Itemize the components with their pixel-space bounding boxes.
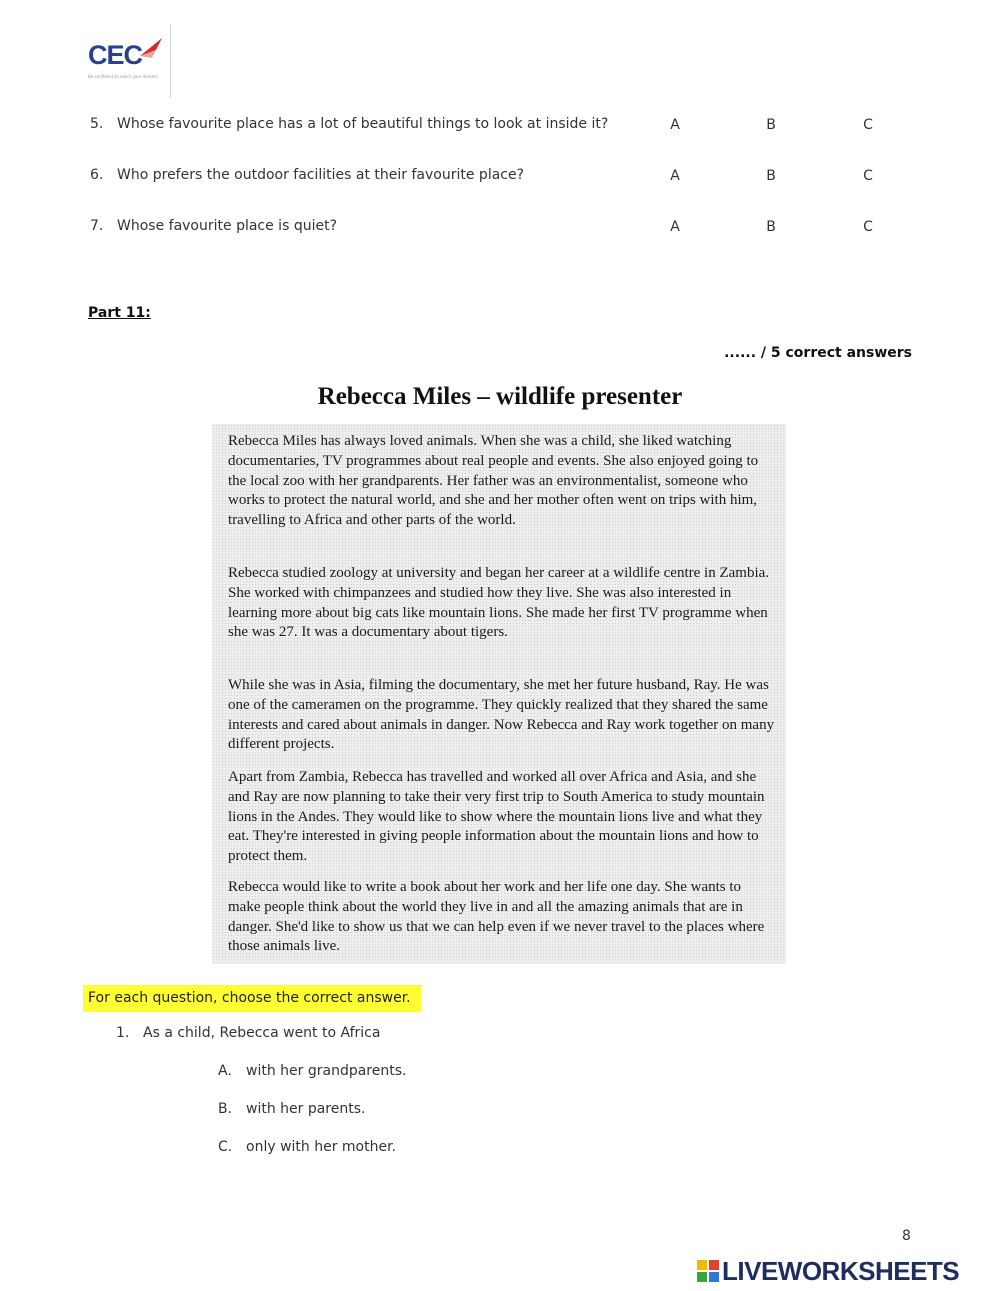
option-b[interactable]: B bbox=[766, 219, 776, 235]
brand-text: LIVEWORKSHEETS bbox=[722, 1256, 960, 1286]
logo-text: CEC bbox=[88, 40, 143, 70]
question-row bbox=[90, 167, 524, 183]
question-number: 5. bbox=[90, 116, 104, 132]
question-text: Whose favourite place is quiet? bbox=[117, 218, 338, 234]
option-a[interactable]: A bbox=[670, 168, 680, 184]
question-number: 6. bbox=[90, 167, 104, 183]
choice-letter: B. bbox=[218, 1101, 233, 1117]
page-number: 8 bbox=[902, 1228, 911, 1244]
article-paragraph: While she was in Asia, filming the documentary, she met her future husband, Ray. He was one of the cameramen on the programme. They quickly realized that they shared the same interests and cared about animals in danger. Now Rebecca and Ray work together on many different projects. bbox=[228, 677, 775, 753]
option-a[interactable]: A bbox=[670, 117, 680, 133]
cec-logo bbox=[88, 30, 168, 90]
article-paragraph: Rebecca Miles has always loved animals. When she was a child, she liked watching documentaries, TV programmes about real people and events. She also enjoyed going to the local zoo with her grandparents. Her father was an environmentalist, someone who works to protect the natural world, and she and her mother often went on trips with him, travelling to Africa and other parts of the world. bbox=[228, 433, 759, 529]
question-text: Who prefers the outdoor facilities at their favourite place? bbox=[117, 167, 525, 183]
choice-letter: A. bbox=[218, 1063, 232, 1079]
answer-choice-b[interactable] bbox=[218, 1101, 365, 1117]
choice-text: with her grandparents. bbox=[246, 1063, 407, 1079]
question-row bbox=[90, 218, 337, 234]
question-number: 1. bbox=[116, 1025, 130, 1041]
instruction-highlight: For each question, choose the correct answer. bbox=[83, 985, 421, 1012]
article-paragraph: Rebecca studied zoology at university and began her career at a wildlife centre in Zambia. She worked with chimpanzees and studied how they live. She was also interested in learning more about big cats like mountain lions. She made her first TV programme when she was 27. It was a documentary about tigers. bbox=[228, 565, 770, 641]
answer-choice-a[interactable] bbox=[218, 1063, 406, 1079]
question-row bbox=[116, 1025, 380, 1041]
option-b[interactable]: B bbox=[766, 168, 776, 184]
score-field: ...... / 5 correct answers bbox=[724, 345, 912, 361]
option-c[interactable]: C bbox=[863, 219, 873, 235]
option-c[interactable]: C bbox=[863, 117, 873, 133]
option-b[interactable]: B bbox=[766, 117, 776, 133]
article-paragraph: Apart from Zambia, Rebecca has travelled and worked all over Africa and Asia, and she and Ray are now planning to take their very first trip to South America to study mountain lions in the Andes. They would like to show where the mountain lions live and what they eat. They're interested in giving people information about the mountain lions and how to protect them. bbox=[228, 769, 765, 865]
choice-text: with her parents. bbox=[246, 1101, 366, 1117]
article-title: Rebecca Miles – wildlife presenter bbox=[317, 383, 683, 410]
question-text: As a child, Rebecca went to Africa bbox=[143, 1025, 381, 1041]
header-divider bbox=[170, 24, 171, 98]
option-c[interactable]: C bbox=[863, 168, 873, 184]
choice-letter: C. bbox=[218, 1139, 233, 1155]
article-text-box bbox=[212, 424, 786, 964]
question-text: Whose favourite place has a lot of beautiful things to look at inside it? bbox=[117, 116, 609, 132]
question-row bbox=[90, 116, 608, 132]
liveworksheets-grid-icon bbox=[697, 1260, 719, 1282]
logo-tagline: Be confident to reach your dreams bbox=[88, 74, 158, 79]
question-number: 7. bbox=[90, 218, 104, 234]
option-a[interactable]: A bbox=[670, 219, 680, 235]
article-paragraph: Rebecca would like to write a book about her work and her life one day. She wants to make people think about the world they live in and all the amazing animals that are in danger. She'd like to show us that we can help even if we never travel to the places where those animals live. bbox=[228, 879, 765, 955]
part-label: Part 11: bbox=[88, 305, 151, 321]
flag-icon bbox=[138, 36, 164, 60]
choice-text: only with her mother. bbox=[246, 1139, 397, 1155]
answer-choice-c[interactable] bbox=[218, 1139, 396, 1155]
